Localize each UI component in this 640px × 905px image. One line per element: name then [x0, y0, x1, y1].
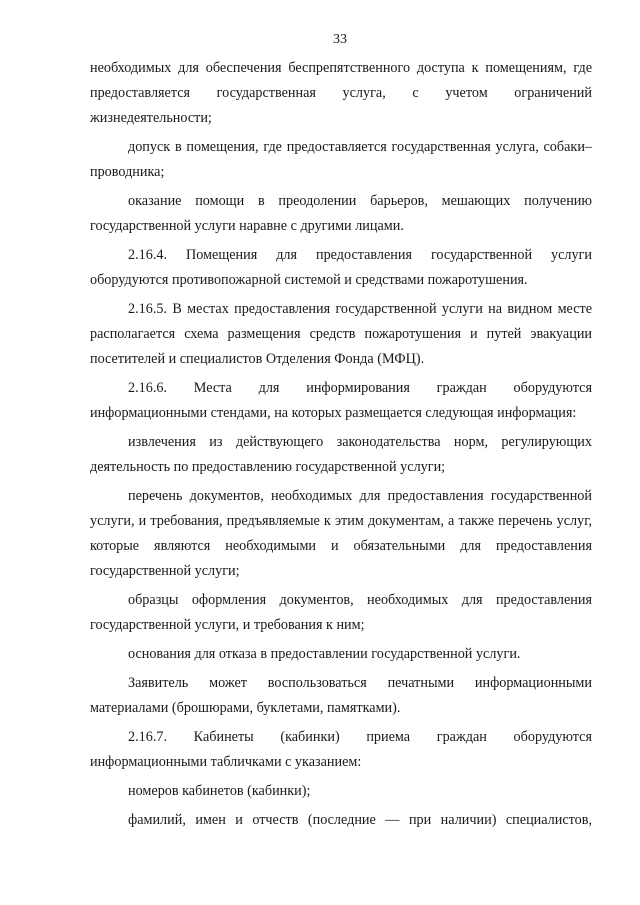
paragraph: 2.16.6. Места для информирования граждан оборудуются информационными стендами, на которых размещается следующая информация: — [90, 380, 592, 421]
paragraph: допуск в помещения, где предоставляется государственная услуга, собаки–проводника; — [90, 139, 592, 180]
paragraph: 2.16.4. Помещения для предоставления государственной услуги оборудуются противопожарной системой и средствами пожаротушения. — [90, 247, 592, 288]
paragraph: основания для отказа в предоставлении государственной услуги. — [128, 646, 521, 662]
paragraph: Заявитель может воспользоваться печатными информационными материалами (брошюрами, буклетами, памятками). — [90, 675, 592, 716]
paragraph: номеров кабинетов (кабинки); — [128, 783, 311, 799]
paragraph: необходимых для обеспечения беспрепятственного доступа к помещениям, где предоставляется государственная услуга, с учетом ограничений жизнедеятельности; — [90, 60, 592, 126]
paragraph: извлечения из действующего законодательства норм, регулирующих деятельность по предоставлению государственной услуги; — [90, 434, 592, 475]
paragraph: 2.16.7. Кабинеты (кабинки) приема граждан оборудуются информационными табличками с указанием: — [90, 729, 592, 770]
paragraph: образцы оформления документов, необходимых для предоставления государственной услуги, и требования к ним; — [90, 592, 592, 633]
page-number: 33 — [333, 32, 347, 47]
document-body — [90, 56, 592, 833]
paragraph: фамилий, имен и отчеств (последние — при наличии) специалистов, — [128, 812, 592, 828]
paragraph: оказание помощи в преодолении барьеров, мешающих получению государственной услуги наравне с другими лицами. — [90, 193, 592, 234]
paragraph: 2.16.5. В местах предоставления государственной услуги на видном месте располагается схема размещения средств пожаротушения и путей эвакуации посетителей и специалистов Отделения Фонда (МФЦ). — [90, 301, 592, 367]
paragraph: перечень документов, необходимых для предоставления государственной услуги, и требования, предъявляемые к этим документам, а также перечень услуг, которые являются необходимыми и обязательными для предоставления государственной услуги; — [90, 488, 592, 579]
